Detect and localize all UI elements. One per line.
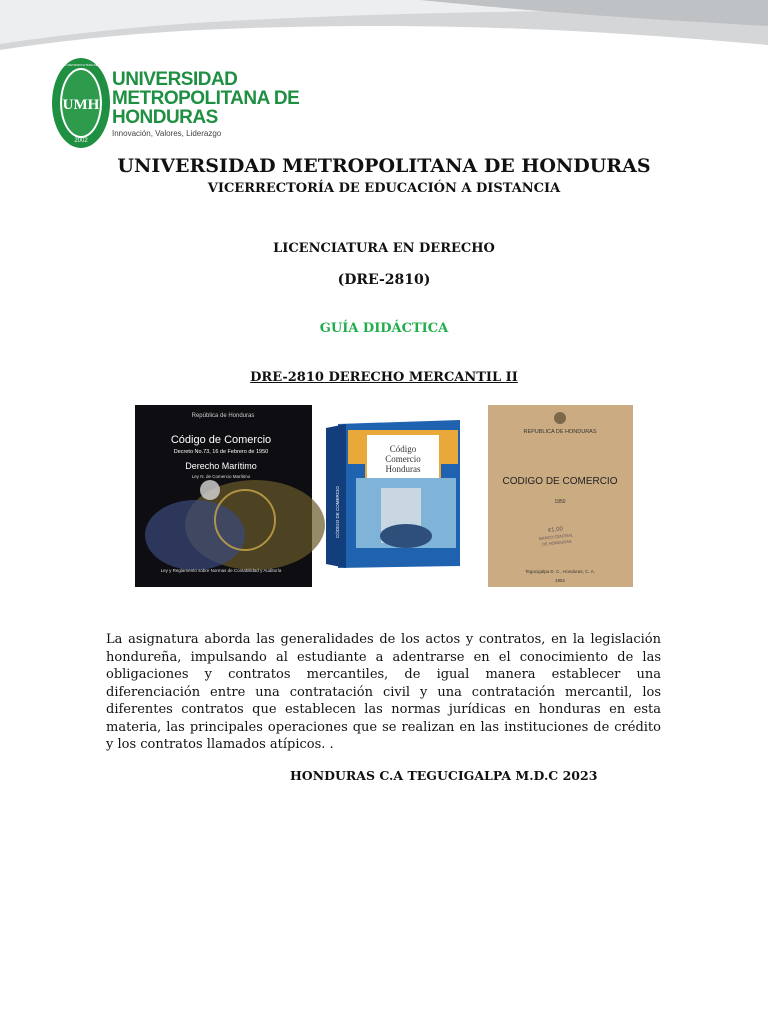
book3-year: 1950: [554, 499, 566, 505]
course-title: DRE-2810 DERECHO MERCANTIL II: [250, 370, 518, 385]
book3-stamp-3: DE HONDURAS: [541, 538, 572, 547]
seal-ring-text: UNIVERSIDAD METROPOLITANA DE HONDURAS: [46, 63, 116, 67]
book-cover-codigo-comercio-3: [488, 405, 633, 587]
book-cover-codigo-comercio-1: [135, 405, 312, 587]
book1-sub2: Ley N. de Comercio Marítimo: [191, 474, 251, 479]
vicerectory-subtitle: VICERRECTORÍA DE EDUCACIÓN A DISTANCIA: [207, 181, 561, 196]
logo-wordmark: [112, 70, 299, 138]
program-name: LICENCIATURA EN DERECHO: [273, 241, 495, 256]
header-decoration: [0, 0, 768, 60]
location-year: HONDURAS C.A TEGUCIGALPA M.D.C 2023: [290, 768, 598, 783]
book3-title: CODIGO DE COMERCIO: [502, 476, 618, 487]
book2-spine: CÓDIGO DE COMERCIO: [335, 486, 340, 538]
book1-subtitle: Derecho Marítimo: [185, 461, 257, 471]
book3-bottom: Tegucigalpa D. C., Honduras, C. A.: [525, 569, 595, 574]
book-cover-codigo-comercio-2: [326, 418, 460, 570]
book3-bottom-year: 1952: [554, 578, 566, 583]
logo-tagline: Innovación, Valores, Liderazgo: [112, 129, 222, 138]
seal-initials: UMH: [62, 97, 100, 113]
university-title: UNIVERSIDAD METROPOLITANA DE HONDURAS: [117, 155, 651, 177]
book2-title3: Honduras: [385, 464, 421, 474]
book3-stamp-1: ¢1.00: [547, 526, 564, 535]
book1-title: Código de Comercio: [170, 434, 272, 446]
program-code: (DRE-2810): [337, 272, 431, 288]
book2-title1: Código: [389, 444, 417, 454]
guide-label: GUÍA DIDÁCTICA: [319, 321, 449, 336]
university-seal-icon: [46, 56, 116, 150]
logo-line-3: HONDURAS: [112, 107, 218, 128]
book2-title2: Comercio: [385, 454, 421, 464]
book3-stamp-2: BANCO CENTRAL: [538, 532, 574, 541]
book1-bottom: Ley y Reglamento sobre Normas de Contabilidad y Auditoría: [160, 568, 282, 573]
logo-line-2: METROPOLITANA DE: [112, 88, 300, 109]
seal-year: 2002: [74, 138, 88, 144]
course-description: La asignatura aborda las generalidades de los actos y contratos, en la legislación hondureña, impulsando al estudiante a adentrarse en el conocimiento de las obligaciones y contratos mercantiles, de igual manera establecer una diferenciación entre una contratación civil y una contratación mercantil, los diferentes contratos que establecen las normas jurídicas en honduras en esta materia, las principales operaciones que se realizan en las instituciones de crédito y los contratos llamados atípicos. .: [106, 632, 661, 752]
book3-top: REPUBLICA DE HONDURAS: [523, 429, 597, 435]
book1-decree: Decreto No.73, 16 de Febrero de 1950: [173, 449, 269, 455]
book1-top: República de Honduras: [191, 413, 255, 419]
logo-line-1: UNIVERSIDAD: [112, 69, 238, 90]
